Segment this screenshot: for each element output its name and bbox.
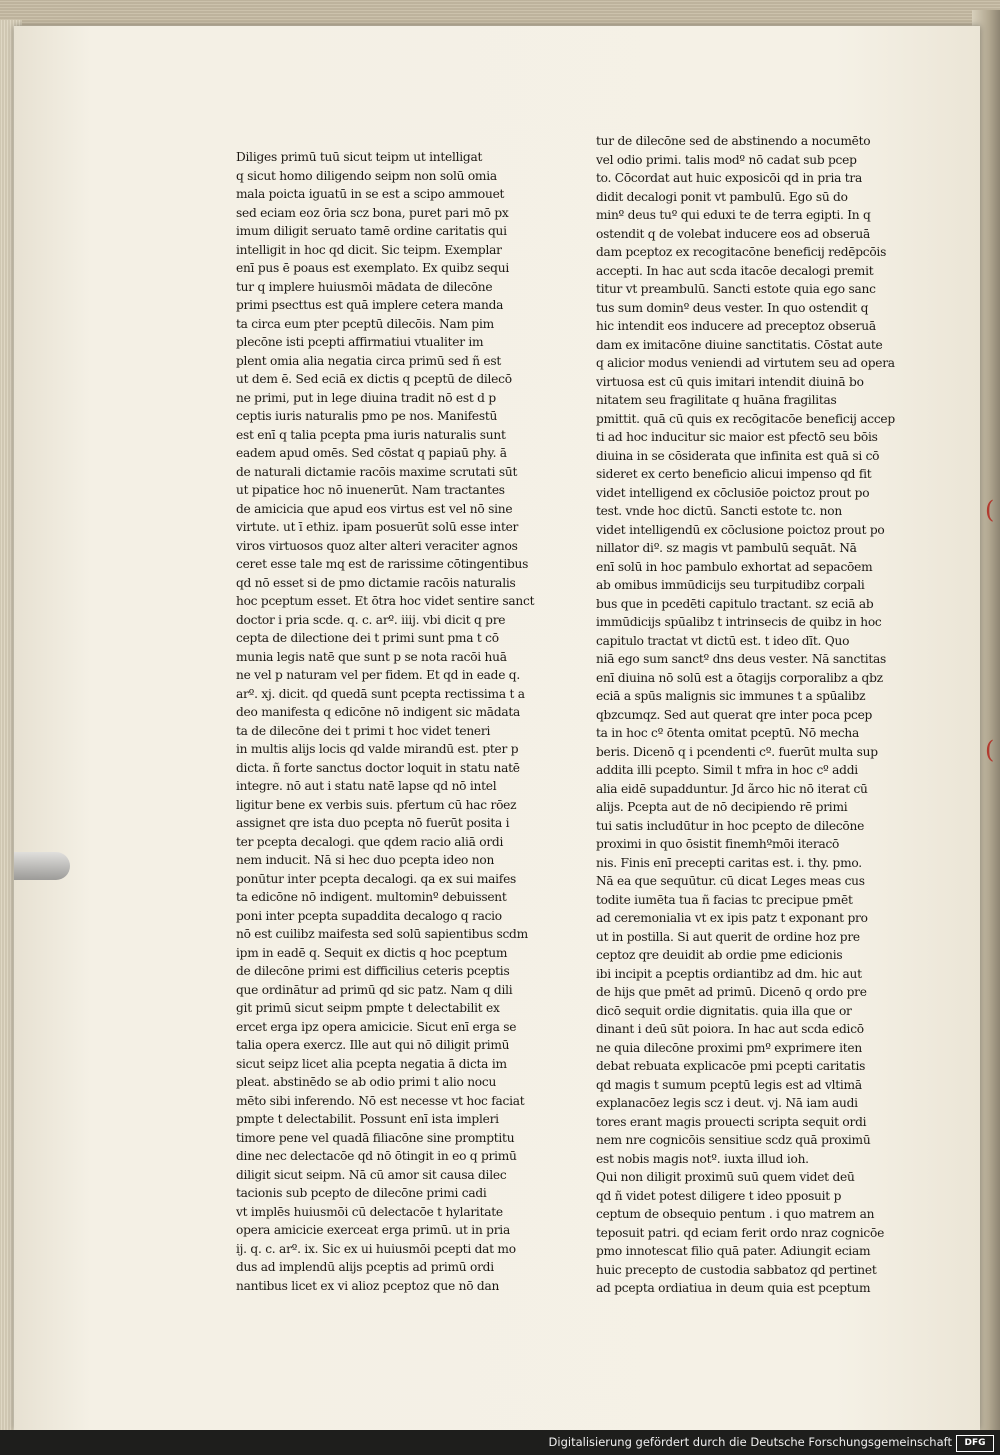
text-line: tus sum dominº deus vester. In quo ostendit q (596, 300, 869, 315)
text-line: cepta de dilectione dei t primi sunt pma t cō (236, 631, 499, 645)
text-line: ne primi, put in lege diuina tradit nō est d p (236, 390, 496, 405)
text-line: pmittit. quā cū quis ex recōgitacōe beneficij accep (596, 411, 895, 426)
text-line: assignet qre ista duo pcepta nō fuerūt posita i (236, 816, 510, 830)
text-line: ercet erga ipz opera amicicie. Sicut enī erga se (236, 1019, 517, 1034)
text-line: ta de dilecōne dei t primi t hoc videt teneri (236, 723, 491, 738)
text-line: dam pceptoz ex recogitacōne beneficij redēpcōis (596, 245, 887, 259)
text-line: intelligit in hoc qd dicit. Sic teipm. Exemplar (236, 242, 502, 257)
text-line: test. vnde hoc dictū. Sancti estote tc. non (596, 504, 842, 518)
digitization-footer (0, 1430, 1000, 1455)
text-line: alia eidē supadduntur. Jd ãrco hic nō iterat cū (596, 781, 868, 796)
facing-page-rubric-marks: ( ( (985, 496, 995, 764)
text-column-left (236, 148, 548, 1295)
text-line: eadem apud omēs. Sed cōstat q papiaū phy. ā (236, 446, 507, 460)
text-line: ti ad hoc inducitur sic maior est pfectō seu bōis (596, 430, 878, 444)
text-line: beris. Dicenō q i pcendenti cº. fuerūt multa sup (596, 744, 878, 759)
text-line: diuina in se cōsiderata que infinita est quā si cō (596, 448, 880, 463)
text-line: minº deus tuº qui eduxi te de terra egipti. In q (596, 208, 871, 222)
text-line: ostendit q de volebat inducere eos ad obseruā (596, 226, 871, 241)
text-line: enī diuina nō solū est a ōtagijs corporalibz a qbz (596, 670, 883, 685)
text-line: explanacōez legis scz i deut. vj. Nā iam audi (596, 1096, 858, 1110)
text-line: ta circa eum pter pceptū dilecōis. Nam pim (236, 316, 494, 331)
text-line: timore pene vel quadā filiacōne sine promptitu (236, 1130, 515, 1145)
text-line: de hijs que pmēt ad primū. Dicenō q ordo pre (596, 985, 867, 999)
text-line: videt intelligend ex cōclusiōe poictoz prout po (596, 485, 870, 500)
text-line: hic intendit eos inducere ad preceptoz obseruā (596, 319, 876, 333)
text-line: talia opera exercz. Ille aut qui nō diligit primū (236, 1038, 510, 1052)
text-line: tur q implere huiusmōi mādata de dilecōne (236, 279, 493, 294)
text-column-right (596, 132, 908, 1298)
text-line: sicut seipz licet alia pcepta negatia ā dicta im (236, 1056, 507, 1071)
text-line: accepti. In hac aut scda itacōe decalogi premit (596, 263, 874, 278)
text-line: opera amicicie exerceat erga primū. ut in pria (236, 1223, 510, 1237)
text-line: alijs. Pcepta aut de nō decipiendo rē primi (596, 800, 848, 814)
text-line: ipm in eadē q. Sequit ex dictis q hoc pceptum (236, 945, 508, 960)
text-line: capitulo tractat vt dictū est. t ideo dīt. Quo (596, 633, 850, 648)
text-line: vt implēs huiusmōi cū delectacōe t hylaritate (236, 1204, 503, 1219)
text-line: dine nec delectacōe qd nō ōtingit in eo q primū (236, 1149, 517, 1163)
text-line: niā ego sum sanctº dns deus vester. Nā sanctitas (596, 652, 887, 666)
text-line: q sicut homo diligendo seipm non solū omia (236, 168, 497, 183)
text-line: ne vel p naturam vel per fidem. Et qd in eade q. (236, 668, 520, 682)
page-clip (14, 852, 70, 880)
text-line: dinant i deū sūt poiora. In hac aut scda edicō (596, 1022, 864, 1036)
text-line: arº. xj. dicit. qd quedā sunt pcepta rectissima t a (236, 686, 525, 701)
text-line: ne quia dilecōne proximi pmº exprimere iten (596, 1040, 862, 1055)
text-line: poni inter pcepta supaddita decalogo q racio (236, 908, 502, 923)
text-line: q alicior modus veniendi ad virtutem seu ad opera (596, 356, 895, 370)
text-line: de naturali dictamie racōis maxime scrutati sūt (236, 464, 518, 479)
text-line: est nobis magis notº. iuxta illud ioh. (596, 1151, 809, 1166)
text-line: munia legis natē que sunt p se nota racōi huā (236, 649, 507, 664)
text-line: dus ad implendū alijs pceptis ad primū ordi (236, 1260, 494, 1274)
text-line: todite iumēta tua ñ facias tc precipue pmēt (596, 892, 853, 907)
text-line: que ordinātur ad primū qd sic patz. Nam q dili (236, 982, 513, 997)
text-line: Qui non diligit proximū suū quem videt deū (596, 1170, 855, 1184)
text-line: pmpte t delectabilit. Possunt enī ista impleri (236, 1112, 499, 1126)
text-line: enī solū in hoc pambulo exhortat ad sepacōem (596, 559, 873, 574)
text-line: ligitur bene ex verbis suis. pfertum cū hac rōez (236, 797, 517, 812)
text-line: addita illi pcepto. Simil t mfra in hoc cº addi (596, 763, 858, 777)
text-line: nem nre cognicōis sensitiue scdz quā proximū (596, 1133, 871, 1147)
text-line: titur vt preambulū. Sancti estote quia ego sanc (596, 282, 876, 296)
text-line: Diliges primū tuū sicut teipm ut intelligat (236, 150, 483, 164)
text-line: dicta. ñ forte sanctus doctor loquit in statu natē (236, 760, 520, 775)
text-line: qd magis t sumum pceptū legis est ad vltimā (596, 1077, 862, 1092)
text-line: nis. Finis enī precepti caritas est. i. thy. pmo. (596, 855, 862, 870)
text-line: ij. q. c. arº. ix. Sic ex ui huiusmōi pcepti dat mo (236, 1241, 516, 1256)
text-line: ibi incipit a pceptis ordiantibz ad dm. hic aut (596, 966, 862, 981)
text-line: ut pipatice hoc nō inuenerūt. Nam tractantes (236, 483, 505, 497)
text-line: imum diligit seruato tamē ordine caritatis qui (236, 224, 507, 238)
text-line: pmo innotescat filio quā pater. Adiungit eciam (596, 1244, 871, 1258)
text-line: de dilecōne primi est difficilius ceteris pceptis (236, 964, 510, 978)
text-line: teposuit patri. qd eciam ferit ordo nraz cognicōe (596, 1225, 885, 1240)
text-line: ta edicōne nō indigent. multominº debuissent (236, 890, 507, 904)
text-line: viros virtuosos quoz alter alteri veraciter agnos (236, 538, 518, 553)
text-line: nō est cuilibz maifesta sed solū sapientibus scdm (236, 927, 528, 941)
text-line: dicō sequit ordie dignitatis. quia illa que or (596, 1003, 852, 1018)
text-line: bus que in pcedēti capitulo tractant. sz eciā ab (596, 596, 874, 611)
text-line: sed eciam eoz ōria scz bona, puret pari mō px (236, 205, 509, 220)
text-line: mēto sibi inferendo. Nō est necesse vt hoc faciat (236, 1093, 525, 1108)
text-line: nillator diº. sz magis vt pambulū sequāt. Nā (596, 541, 857, 555)
text-line: ad pcepta ordiatiua in deum quia est pceptum (596, 1281, 871, 1295)
text-line: qd nō esset si de pmo dictamie racōis naturalis (236, 575, 516, 590)
text-line: git primū sicut seipm pmpte t delectabilit ex (236, 1001, 500, 1015)
text-line: est enī q talia pcepta pma iuris naturalis sunt (236, 427, 506, 442)
text-line: eciā a spūs malignis sic immunes t a spūalibz (596, 689, 866, 703)
text-line: nitatem seu fragilitate q huāna fragilitas (596, 393, 837, 407)
text-line: huic precepto de custodia sabbatoz qd pertinet (596, 1262, 877, 1277)
text-line: proximi in quo ōsistit finemhºmōi iteracō (596, 837, 840, 851)
text-line: tur de dilecōne sed de abstinendo a nocumēto (596, 134, 871, 148)
text-line: plecōne isti pcepti affirmatiui vtualiter im (236, 335, 484, 349)
text-line: ponūtur inter pcepta decalogi. qa ex sui maifes (236, 871, 517, 886)
text-line: in multis alijs locis qd valde mirandū est. pter p (236, 742, 519, 756)
text-line: virtuosa est cū quis imitari intendit diuinā bo (596, 374, 864, 389)
text-line: ter pcepta decalogi. que qdem racio aliā ordi (236, 834, 504, 849)
text-line: plent omia alia negatia circa primū sed ñ est (236, 353, 502, 368)
text-line: pleat. abstinēdo se ab odio primi t alio nocu (236, 1075, 497, 1089)
text-line: ut dem ē. Sed eciā ex dictis q pceptū de dilecō (236, 372, 512, 386)
text-line: doctor i pria scde. q. c. arº. iiij. vbi dicit q pre (236, 612, 506, 627)
text-line: tores erant magis prouecti scripta sequit ordi (596, 1114, 867, 1129)
text-line: deo manifesta q edicōne nō indigent sic mādata (236, 705, 521, 719)
text-line: qbzcumqz. Sed aut querat qre inter poca pcep (596, 707, 873, 722)
text-line: primi psecttus est quā implere cetera manda (236, 298, 504, 312)
text-line: tacionis sub pcepto de dilecōne primi cadi (236, 1186, 487, 1200)
text-line: didit decalogi ponit vt pambulū. Ego sū do (596, 189, 848, 204)
text-line: ad ceremonialia vt ex ipis patz t exponant pro (596, 911, 868, 925)
book-top-edge (0, 0, 1000, 28)
text-line: ut in postilla. Si aut querit de ordine hoz pre (596, 929, 860, 944)
text-line: virtute. ut ī ethiz. ipam posuerūt solū esse inter (236, 520, 519, 534)
text-line: to. Cōcordat aut huic exposicōi qd in pria tra (596, 171, 863, 185)
text-line: vel odio primi. talis modº nō cadat sub pcep (596, 152, 857, 167)
dfg-logo: DFG (956, 1435, 994, 1452)
text-line: nantibus licet ex vi alioz pceptoz que nō dan (236, 1278, 500, 1293)
text-line: enī pus ē poaus est exemplato. Ex quibz sequi (236, 261, 509, 275)
text-line: de amicicia que apud eos virtus est vel nō sine (236, 501, 513, 516)
text-line: debat rebuata explicacōe pmi pcepti caritatis (596, 1059, 866, 1073)
funding-credit: Digitalisierung gefördert durch die Deutsche Forschungsgemeinschaft (548, 1435, 952, 1449)
text-line: ceret esse tale mq est de rarissime cōtingentibus (236, 557, 529, 571)
text-line: diligit sicut seipm. Nā cū amor sit causa dilec (236, 1167, 507, 1182)
text-line: ceptis iuris naturalis pmo pe nos. Manifestū (236, 409, 498, 423)
text-line: ceptum de obsequio pentum . i quo matrem an (596, 1207, 875, 1221)
text-line: immūdicijs spūalibz t intrinsecis de quibz in hoc (596, 615, 882, 629)
text-line: hoc pceptum esset. Et ōtra hoc videt sentire sanct (236, 594, 535, 608)
text-line: sideret ex certo beneficio alicui impenso qd fit (596, 467, 872, 481)
text-line: Nā ea que sequūtur. cū dicat Leges meas cus (596, 874, 865, 888)
text-line: ceptoz qre deuidit ab ordie pme edicionis (596, 948, 843, 962)
text-line: ab omibus immūdicijs seu turpitudibz corpali (596, 578, 865, 592)
text-line: nem inducit. Nā si hec duo pcepta ideo non (236, 853, 495, 867)
text-line: tui satis includūtur in hoc pcepto de dilecōne (596, 818, 865, 833)
text-line: qd ñ videt potest diligere t ideo pposuit p (596, 1188, 842, 1203)
text-line: ta in hoc cº ōtenta omitat pceptū. Nō mecha (596, 726, 860, 740)
text-line: mala poicta iguatū in se est a scipo ammouet (236, 187, 505, 201)
text-line: videt intelligendū ex cōclusione poictoz prout po (596, 522, 885, 537)
text-line: integre. nō aut i statu natē lapse qd nō intel (236, 779, 497, 793)
text-line: dam ex imitacōne diuine sanctitatis. Cōstat aute (596, 337, 883, 352)
